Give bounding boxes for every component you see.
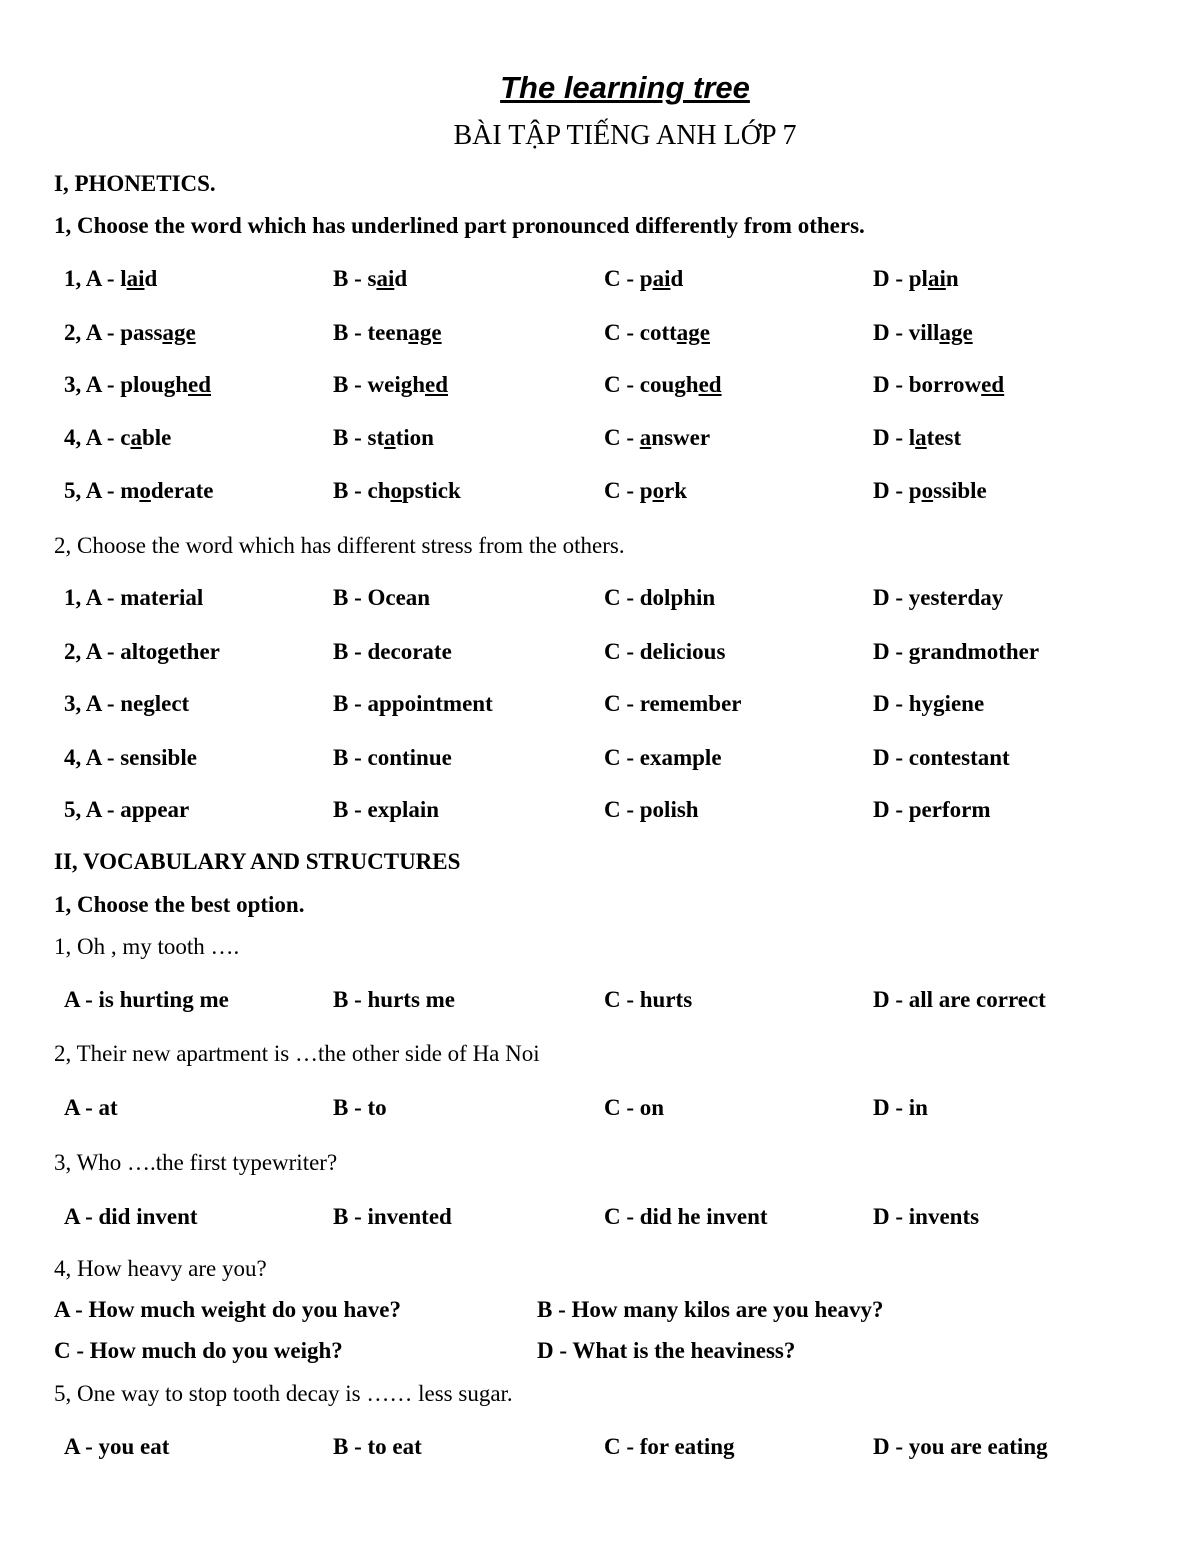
question-2-stem: 2, Their new apartment is …the other side of Ha Noi <box>54 1041 540 1066</box>
phonetics-part1-instruction: 1, Choose the word which has underlined part pronounced differently from others. <box>54 213 865 238</box>
stress-question-1-option-d: D - yesterday <box>873 585 1004 610</box>
option-suffix: pstick <box>402 478 461 503</box>
question-5-option-c: C - for eating <box>604 1434 735 1459</box>
option-prefix: C - p <box>604 266 653 291</box>
option-prefix: 4, A - c <box>64 425 131 450</box>
stress-question-2-option-d: D - grandmother <box>873 639 1040 664</box>
option-suffix: n <box>945 266 959 291</box>
phonetics-question-4-option-d <box>873 424 961 452</box>
underlined-part: a <box>915 425 927 450</box>
underlined-part: ai <box>126 266 145 291</box>
underlined-part: ed <box>188 372 211 397</box>
underlined-part: a <box>384 425 396 450</box>
question-1-option-c: C - hurts <box>604 987 693 1012</box>
question-2-option-c: C - on <box>604 1095 665 1120</box>
question-4-option-c: C - How much do you weigh? <box>54 1338 343 1363</box>
phonetics-question-3-option-a <box>64 371 211 399</box>
stress-question-5-option-b: B - explain <box>333 797 440 822</box>
question-1-options <box>0 986 1200 1014</box>
option-suffix: nswer <box>651 425 711 450</box>
stress-question-1-option-c: C - dolphin <box>604 585 716 610</box>
phonetics-question-3-option-c <box>604 371 722 399</box>
stress-question-3-option-a: 3, A - neglect <box>64 691 190 716</box>
option-suffix: d <box>394 266 408 291</box>
option-prefix: C - <box>604 425 640 450</box>
question-4-stem: 4, How heavy are you? <box>54 1256 267 1281</box>
stress-question-5-option-c: C - polish <box>604 797 699 822</box>
phonetics-question-4-option-c <box>604 424 710 452</box>
phonetics-question-2-option-d <box>873 319 973 347</box>
option-prefix: 1, A - l <box>64 266 127 291</box>
phonetics-question-4 <box>0 424 1200 452</box>
underlined-part: o <box>139 478 151 503</box>
option-prefix: C - p <box>604 478 653 503</box>
option-suffix: ssible <box>933 478 987 503</box>
question-5-option-b: B - to eat <box>333 1434 422 1459</box>
underlined-part: a <box>130 425 142 450</box>
option-prefix: B - weigh <box>333 372 425 397</box>
stress-question-4-option-a: 4, A - sensible <box>64 745 197 770</box>
phonetics-question-1-option-a <box>64 265 157 293</box>
phonetics-question-3 <box>0 371 1200 399</box>
question-4-option-b: B - How many kilos are you heavy? <box>537 1297 884 1322</box>
option-prefix: C - cough <box>604 372 699 397</box>
question-4-option-a: A - How much weight do you have? <box>54 1297 401 1322</box>
phonetics-question-5-option-d <box>873 477 987 505</box>
question-5-stem: 5, One way to stop tooth decay is …… less sugar. <box>54 1381 513 1406</box>
document-subtitle: BÀI TẬP TIẾNG ANH LỚP 7 <box>453 120 797 151</box>
underlined-part: ai <box>652 266 671 291</box>
stress-question-4-option-b: B - continue <box>333 745 452 770</box>
phonetics-question-3-option-b <box>333 371 448 399</box>
underlined-part: o <box>652 478 665 503</box>
stress-question-3-option-c: C - remember <box>604 691 742 716</box>
option-prefix: D - borrow <box>873 372 982 397</box>
phonetics-question-1-option-d <box>873 265 959 293</box>
stress-question-2 <box>0 638 1200 666</box>
underlined-part: ed <box>425 372 448 397</box>
phonetics-question-2-option-b <box>333 319 442 347</box>
option-prefix: D - l <box>873 425 916 450</box>
question-3-option-c: C - did he invent <box>604 1204 768 1229</box>
question-5-options <box>0 1433 1200 1461</box>
phonetics-question-2 <box>0 319 1200 347</box>
underlined-part: ed <box>981 372 1005 397</box>
stress-question-1 <box>0 584 1200 612</box>
phonetics-question-1-option-b <box>333 265 407 293</box>
option-suffix: tion <box>395 425 434 450</box>
option-prefix: B - s <box>333 266 377 291</box>
stress-question-2-option-b: B - decorate <box>333 639 452 664</box>
stress-question-5-option-a: 5, A - appear <box>64 797 190 822</box>
option-prefix: D - vill <box>873 320 940 345</box>
vocabulary-part1-heading: 1, Choose the best option. <box>54 892 305 917</box>
option-prefix: B - st <box>333 425 385 450</box>
option-prefix: C - cott <box>604 320 677 345</box>
question-3-option-d: D - invents <box>873 1204 980 1229</box>
option-prefix: D - p <box>873 478 922 503</box>
phonetics-question-5-option-b <box>333 477 461 505</box>
question-1-option-a: A - is hurting me <box>64 987 229 1012</box>
stress-question-2-option-c: C - delicious <box>604 639 726 664</box>
underlined-part: age <box>676 320 711 345</box>
underlined-part: age <box>408 320 442 345</box>
stress-question-1-option-a: 1, A - material <box>64 585 204 610</box>
option-suffix: test <box>926 425 962 450</box>
question-4-options-cd <box>0 1337 1200 1365</box>
phonetics-question-4-option-b <box>333 424 434 452</box>
question-1-stem: 1, Oh , my tooth …. <box>54 934 240 959</box>
phonetics-question-5 <box>0 477 1200 505</box>
phonetics-question-1-option-c <box>604 265 683 293</box>
underlined-part: age <box>162 320 196 345</box>
option-suffix: rk <box>664 478 688 503</box>
question-3-options <box>0 1203 1200 1231</box>
stress-question-2-option-a: 2, A - altogether <box>64 639 220 664</box>
question-4-options-ab <box>0 1296 1200 1324</box>
question-5-option-d: D - you are eating <box>873 1434 1048 1459</box>
option-prefix: 3, A - plough <box>64 372 188 397</box>
phonetics-question-4-option-a <box>64 424 171 452</box>
option-suffix: ble <box>141 425 172 450</box>
underlined-part: o <box>921 478 934 503</box>
option-suffix: d <box>670 266 684 291</box>
phonetics-question-2-option-c <box>604 319 710 347</box>
stress-question-5 <box>0 796 1200 824</box>
option-suffix: d <box>144 266 158 291</box>
stress-question-4-option-c: C - example <box>604 745 722 770</box>
stress-question-4-option-d: D - contestant <box>873 745 1010 770</box>
document-title: The learning tree <box>500 70 750 105</box>
option-prefix: 2, A - pass <box>64 320 163 345</box>
option-prefix: B - ch <box>333 478 391 503</box>
underlined-part: ai <box>927 266 946 291</box>
option-prefix: B - teen <box>333 320 409 345</box>
phonetics-part2-instruction: 2, Choose the word which has different stress from the others. <box>54 533 625 558</box>
option-prefix: 5, A - m <box>64 478 140 503</box>
option-prefix: D - pl <box>873 266 928 291</box>
question-2-options <box>0 1094 1200 1122</box>
stress-question-3 <box>0 690 1200 718</box>
stress-question-1-option-b: B - Ocean <box>333 585 431 610</box>
underlined-part: ai <box>376 266 395 291</box>
underlined-part: ed <box>698 372 722 397</box>
phonetics-question-2-option-a <box>64 319 196 347</box>
question-1-option-d: D - all are correct <box>873 987 1046 1012</box>
section-vocabulary-heading: II, VOCABULARY AND STRUCTURES <box>54 849 461 874</box>
question-5-option-a: A - you eat <box>64 1434 170 1459</box>
underlined-part: age <box>939 320 973 345</box>
phonetics-question-5-option-a <box>64 477 213 505</box>
option-suffix: derate <box>150 478 214 503</box>
stress-question-3-option-d: D - hygiene <box>873 691 985 716</box>
question-3-option-b: B - invented <box>333 1204 452 1229</box>
question-1-option-b: B - hurts me <box>333 987 456 1012</box>
question-4-option-d: D - What is the heaviness? <box>537 1338 796 1363</box>
stress-question-3-option-b: B - appointment <box>333 691 493 716</box>
stress-question-4 <box>0 744 1200 772</box>
stress-question-5-option-d: D - perform <box>873 797 991 822</box>
phonetics-question-3-option-d <box>873 371 1004 399</box>
section-phonetics-heading: I, PHONETICS. <box>54 171 216 196</box>
question-3-stem: 3, Who ….the first typewriter? <box>54 1150 338 1175</box>
phonetics-question-5-option-c <box>604 477 687 505</box>
question-2-option-a: A - at <box>64 1095 118 1120</box>
question-2-option-b: B - to <box>333 1095 387 1120</box>
question-3-option-a: A - did invent <box>64 1204 198 1229</box>
phonetics-question-1 <box>0 265 1200 293</box>
question-2-option-d: D - in <box>873 1095 928 1120</box>
underlined-part: a <box>639 425 652 450</box>
underlined-part: o <box>390 478 402 503</box>
